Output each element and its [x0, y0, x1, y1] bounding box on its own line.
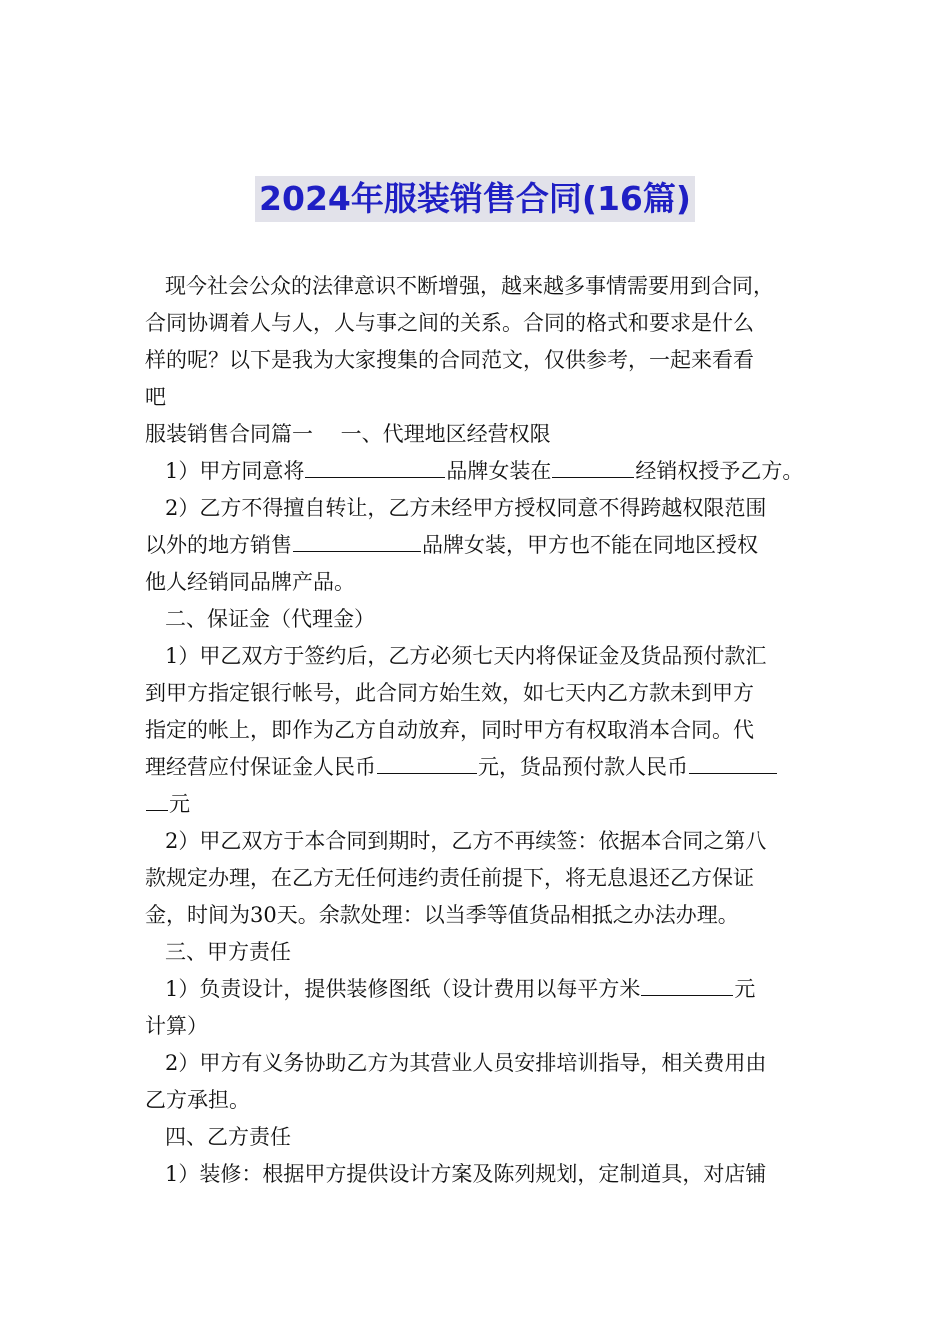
clause-line: 1）甲乙双方于签约后，乙方必须七天内将保证金及货品预付款汇	[165, 644, 767, 668]
clause-text: 1）甲方同意将	[165, 459, 305, 483]
document-title-wrap	[0, 176, 950, 222]
clause-text: 元，货品预付款人民币	[478, 755, 688, 779]
clause-line: 计算）	[145, 1014, 208, 1038]
clause-line	[145, 786, 810, 823]
intro-line: 合同协调着人与人，人与事之间的关系。合同的格式和要求是什么	[145, 311, 754, 335]
clause-line: 2）乙方不得擅自转让，乙方未经甲方授权同意不得跨越权限范围	[165, 496, 767, 520]
fill-blank[interactable]	[552, 455, 634, 478]
fill-blank[interactable]	[146, 788, 168, 811]
clause-line: 2）甲乙双方于本合同到期时，乙方不再续签：依据本合同之第八	[165, 829, 767, 853]
section-heading: 四、乙方责任	[165, 1125, 291, 1149]
clause-line: 乙方承担。	[145, 1088, 250, 1112]
section-heading: 二、保证金（代理金）	[165, 607, 375, 631]
clause-line: 2）甲方有义务协助乙方为其营业人员安排培训指导，相关费用由	[165, 1051, 767, 1075]
document-body	[145, 268, 810, 1193]
clause-text: 经销权授予乙方。	[635, 459, 804, 483]
clause-text: 元	[734, 977, 756, 1001]
clause-line: 他人经销同品牌产品。	[145, 570, 355, 594]
intro-line: 样的呢？以下是我为大家搜集的合同范文，仅供参考，一起来看看	[145, 348, 754, 372]
clause-line: 金，时间为30天。余款处理：以当季等值货品相抵之办法办理。	[145, 903, 739, 927]
fill-blank[interactable]	[305, 455, 445, 478]
fill-blank[interactable]	[641, 973, 733, 996]
section-heading: 服装销售合同篇一 一、代理地区经营权限	[145, 422, 551, 446]
fill-blank[interactable]	[689, 751, 777, 774]
fill-blank[interactable]	[377, 751, 477, 774]
clause-line	[145, 453, 810, 490]
clause-line	[145, 749, 810, 786]
fill-blank[interactable]	[293, 529, 421, 552]
clause-text: 品牌女装在	[446, 459, 552, 483]
clause-text: 以外的地方销售	[145, 533, 292, 557]
clause-text: 1）负责设计，提供装修图纸（设计费用以每平方米	[165, 977, 641, 1001]
clause-line	[145, 971, 810, 1008]
section-heading: 三、甲方责任	[165, 940, 291, 964]
clause-text: 品牌女装，甲方也不能在同地区授权	[422, 533, 758, 557]
document-title: 2024年服装销售合同(16篇)	[255, 176, 695, 222]
clause-line: 1）装修：根据甲方提供设计方案及陈列规划，定制道具，对店铺	[165, 1162, 767, 1186]
clause-text: 元	[169, 792, 190, 816]
clause-line: 指定的帐上，即作为乙方自动放弃，同时甲方有权取消本合同。代	[145, 718, 754, 742]
clause-text: 理经营应付保证金人民币	[145, 755, 376, 779]
clause-line	[145, 527, 810, 564]
intro-line: 吧	[145, 385, 166, 409]
intro-line: 现今社会公众的法律意识不断增强，越来越多事情需要用到合同，	[165, 274, 774, 298]
clause-line: 款规定办理，在乙方无任何违约责任前提下，将无息退还乙方保证	[145, 866, 754, 890]
clause-line: 到甲方指定银行帐号，此合同方始生效，如七天内乙方款未到甲方	[145, 681, 754, 705]
